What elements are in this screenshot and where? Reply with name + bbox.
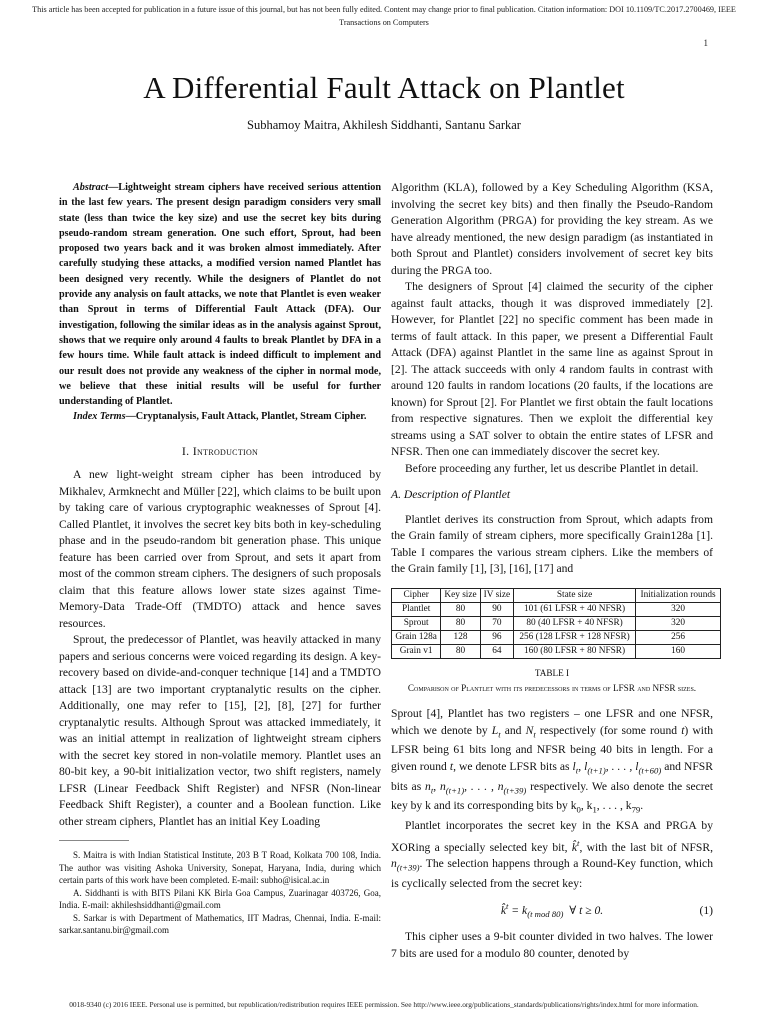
table-cell: 320 [636,602,721,616]
abstract-text: —Lightweight stream ciphers have received serious attention in the last few years. The present design paradigm considers very small state (less than twice the key size) and use the secret key bits during pseudo-random stream generation. One such effort, Sprout, had been proposed two years back and it was broken almost immediately. After carefully studying these attacks, a modified version named Plantlet has been designed very recently. While the designers of Plantlet do not provide any analysis on fault attacks, we note that Plantlet is even weaker than Sprout in terms of Differential Fault Attack (DFA). Our investigation, following the similar ideas as in the analysis against Sprout, shows that we require only around 4 faults to break Plantlet by DFA in a few hours time. While fault attack is indeed difficult to implement and our result does not provide any weakness of the cipher in normal mode, we believe that these initial results will be useful for further understanding of Plantlet. [59,182,381,408]
copyright-footer: 0018-9340 (c) 2016 IEEE. Personal use is permitted, but republication/redistribution requires IEEE permission. See http://www.ieee.org/publications_standards/publications/rights/index.html for more information. [69,1000,699,1009]
table-header-key-size: Key size [441,588,480,602]
table-cell: 96 [480,630,513,644]
left-column [59,180,381,937]
abstract [59,180,381,409]
table-header-row [392,588,721,602]
table-cell: 256 [636,630,721,644]
footnote-siddhanti: A. Siddhanti is with BITS Pilani KK Birla Goa Campus, Zuarinagar 403726, Goa, India. E-mail: akhileshsiddhanti@gmail.com [59,887,381,911]
body-paragraph-round-key: Plantlet incorporates the secret key in the KSA and PRGA by XORing a specially selected key bit, k̂$^t$, with the last bit of NFSR, $n_{(t+39)}$. The selection happens through a Round-Key function, which is cyclically selected from the secret key: [391,819,714,890]
table-cell: 64 [480,644,513,658]
footnote-rule [59,840,129,841]
body-paragraph-counter: This cipher uses a 9-bit counter divided in two halves. The lower 7 bits are used for a modulo 80 counter, denoted by [391,930,713,960]
table-caption-label: TABLE I [534,667,570,678]
equation-round-key [391,898,713,923]
footnote-maitra: S. Maitra is with Indian Statistical Institute, 203 B T Road, Kolkata 700 108, India. The author was visiting Ashoka University, Sonepat, Haryana, India, during which certain parts of this work have been completed. E-mail: subho@isical.ac.in [59,850,381,886]
body-paragraph-kla: Algorithm (KLA), followed by a Key Scheduling Algorithm (KSA, involving the secret key bits) and then finally the Pseudo-Random Generation Algorithm (PRGA) for providing the key stream. As we have already mentioned, the new design paradigm (as instantiated in both Sprout and Plantlet) considers involvement of secret key bits during the PRGA too. [391,181,713,277]
table-cell: 160 [636,644,721,658]
abstract-label: Abstract [73,182,109,193]
subsection-heading-description: A. Description of Plantlet [391,488,511,501]
index-terms [59,409,381,424]
paper-title: A Differential Fault Attack on Plantlet [143,70,625,105]
comparison-table [391,588,721,659]
footnote-sarkar: S. Sarkar is with Department of Mathematics, IIT Madras, Chennai, India. E-mail: sarkar.santanu.bir@gmail.com [59,912,381,936]
table-cell: 70 [480,616,513,630]
table-row [392,602,721,616]
equation-number: (1) [699,903,713,917]
equation-body: k̂$^t$ = $k_{(t mod 80)}$ ∀ t ≥ 0. [500,901,604,920]
table-caption: Comparison of Plantlet with its predecessors in terms of LFSR and NFSR sizes. [407,683,697,693]
author-list: Subhamoy Maitra, Akhilesh Siddhanti, Santanu Sarkar [247,118,521,132]
publication-notice: This article has been accepted for publication in a future issue of this journal, but has not been fully edited. Content may change prior to final publication. Citation information: DOI 10.1109/TC.2017.2700469, IEEE Transactions on Computers [32,5,736,27]
table-cell: 80 (40 LFSR + 40 NFSR) [514,616,636,630]
table-cell: 160 (80 LFSR + 80 NFSR) [514,644,636,658]
table-cell: Sprout [392,616,441,630]
table-cell: 256 (128 LFSR + 128 NFSR) [514,630,636,644]
table-header-cipher: Cipher [392,588,441,602]
page-number: 1 [703,38,708,48]
table-cell: Grain v1 [392,644,441,658]
table-cell: Plantlet [392,602,441,616]
section-heading-introduction: I. Introduction [181,443,259,458]
index-terms-text: —Cryptanalysis, Fault Attack, Plantlet, Stream Cipher. [125,411,367,423]
body-paragraph-plantlet-derives: Plantlet derives its construction from Sprout, which adapts from the Grain family of stream ciphers, more specifically Grain128a [1]. Table I compares the various stream ciphers. Like the members of the Grain family [1], [3], [16], [17] and [391,512,713,575]
table-cell: Grain 128a [392,630,441,644]
table-cell: 80 [441,616,480,630]
intro-paragraph-1: A new light-weight stream cipher has been introduced by Mikhalev, Armknecht and Müller [22], which claims to be built upon by taking care of various cryptographic weaknesses of Sprout [4]. Called Plantlet, it involves the secret key bits both in key-scheduling phase and in the pseudo-random bit generation phase. This unique feature has been carried over from Sprout, and sets it apart from most of the common stream ciphers. The designers of such proposals claim that this feature allows lower state sizes against Time-Memory-Data Trade-Off (TMDTO) attack and hence saves resources. [59,468,381,630]
table-row [392,630,721,644]
index-terms-label: Index Terms [73,411,126,423]
body-paragraph-before-proceeding: Before proceeding any further, let us describe Plantlet in detail. [405,461,699,475]
intro-paragraph-2: Sprout, the predecessor of Plantlet, was heavily attacked in many papers and serious concerns were voiced regarding its design. A key-recovery based on divide-and-conquer technique [14] and a TMDTO attack [13] are two important cryptanalytic results on the cipher. Additionally, one may refer to [15], [2], [8], [27] for further cryptanalytic results. Although Sprout was attacked immediately, it was an initial attempt in realization of lightweight stream ciphers with the secret key stored in non-volatile memory. Plantlet uses an 80-bit key, a 90-bit initialization vector, two shift registers, namely LFSR (Linear Feedback Shift Register) and NFSR (Non-linear Feedback Shift Register), a counter and a Boolean function. Like other stream ciphers, Plantlet has an initial Key Loading [59,633,381,828]
table-cell: 80 [441,644,480,658]
table-header-state-size: State size [514,588,636,602]
right-column [391,180,716,962]
table-row [392,616,721,630]
body-paragraph-registers: Sprout [4], Plantlet has two registers – one LFSR and one NFSR, which we denote by $L_t$ and $N_t$ respectively (for some round t) with LFSR being 61 bits long and NFSR being 40 bits in length. For a given round t, we denote LFSR bits as $l_t$, $l_{(t+1)}$, . . . , $l_{(t+60)}$ and NFSR bits as $n_t$, $n_{(t+1)}$, . . . , $n_{(t+39)}$ respectively. We also denote the secret key by k and its corresponding bits by $k_0$, $k_1$, . . . , $k_{79}$. [391,707,714,815]
table-cell: 320 [636,616,721,630]
table-header-iv-size: IV size [480,588,513,602]
table-cell: 101 (61 LFSR + 40 NFSR) [514,602,636,616]
table-row [392,644,721,658]
table-cell: 90 [480,602,513,616]
body-paragraph-sprout-security: The designers of Sprout [4] claimed the security of the cipher against fault attacks, though it was disproved immediately [2]. However, for Plantlet [22] no specific comment has been made in terms of fault attack. In this paper, we present a Differential Fault Attack (DFA) against Plantlet in the same line as against Sprout in [2]. The attack succeeds with only 4 random faults in contrast with around 120 faults in random locations (20 faults, if the locations are known) for Sprout [2]. For Plantlet we first obtain the fault locations from respective signatures. Then we exploit the differential key streams using a SAT solver to obtain the entire states of LFSR and NFSR. Then one can immediately discover the secret key. [391,280,713,458]
table-cell: 128 [441,630,480,644]
table-header-init-rounds: Initialization rounds [636,588,721,602]
table-cell: 80 [441,602,480,616]
